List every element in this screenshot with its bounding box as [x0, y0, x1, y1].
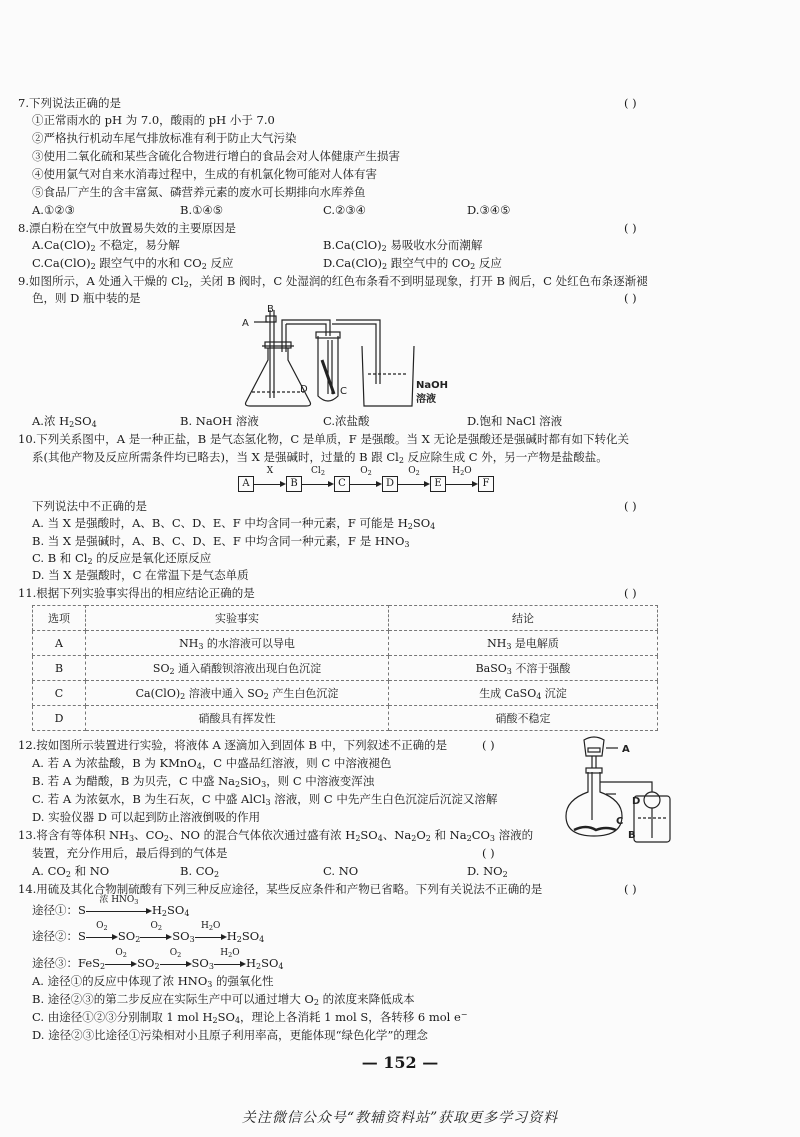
table-row [33, 606, 658, 631]
q14-r1-arrow-sub: 3 [134, 897, 139, 906]
q14-r1-label: 途径①：S [32, 903, 86, 917]
q9-option-d: D.饱和 NaCl 溶液 [467, 414, 563, 428]
q14-r3-arrow3 [214, 947, 246, 971]
q12-b-sub2: 3 [261, 780, 267, 789]
chain-label-x: X [266, 466, 274, 476]
q13-s5: 2 [411, 834, 417, 843]
q7-statement-5: ⑤食品厂产生的含丰富氮、磷营养元素的废水可长期排向水库养鱼 [32, 185, 366, 199]
q8-c-text2: 跟空气中的水和 CO [95, 256, 202, 270]
q14-c-sup: − [460, 1010, 468, 1019]
chain-box-c: C [334, 476, 350, 492]
q12-option-d: D. 实验仪器 D 可以起到防止溶液倒吸的作用 [32, 810, 261, 824]
q12-apparatus-figure [540, 734, 690, 846]
q11-c-fs2: 2 [263, 692, 269, 701]
q8-a-text2: 不稳定，易分解 [95, 238, 180, 252]
q13-s7: 2 [466, 834, 472, 843]
q9-stem-line1 [18, 274, 648, 289]
q8-b-text: B.Ca(ClO) [323, 238, 382, 252]
q11-a-f1: NH [179, 637, 199, 650]
q14-r3-product [246, 956, 284, 971]
q9-fig-label-naoh: NaOH [416, 380, 448, 391]
q14-r1-product [152, 903, 190, 918]
q10-option-a [32, 516, 435, 531]
q14-r2-ps1: 2 [236, 935, 242, 944]
q11-c-c1: 生成 CaSO [479, 687, 537, 700]
q12-stem: 12.按如图所示装置进行实验，将液体 A 逐滴加入到固体 B 中，下列叙述不正确的是 [18, 738, 448, 752]
q14-r2-o3: H [201, 920, 209, 931]
q13-t7: CO [471, 828, 490, 842]
q14-b-sub: 2 [313, 998, 319, 1007]
q13-stem-line2: 装置，充分作用后，最后得到的气体是 [32, 846, 228, 860]
q14-r2-m1s: 2 [135, 935, 141, 944]
q8-answer-paren: ( ) [624, 221, 637, 235]
q12-b-text: B. 若 A 为醋酸，B 为贝壳，C 中盛 Na [32, 774, 236, 788]
q13-t0: 13.将含有等体积 NH [18, 828, 130, 842]
q7-option-a: A.①②③ [32, 203, 75, 217]
q10-option-c [32, 551, 211, 566]
q11-row-a-label: A [33, 631, 86, 656]
q14-r2-ps2: 4 [259, 935, 265, 944]
q14-r2-arrow2-label [140, 919, 172, 934]
q11-row-b-conclusion [389, 656, 658, 681]
q13-option-c: C. NO [323, 864, 359, 878]
q7-option-d: D.③④⑤ [467, 203, 511, 217]
q10-stem-line1: 10.下列关系图中，A 是一种正盐，B 是气态氢化物，C 是单质，F 是强酸。当 X 无论是强酸还是强碱时都有如下转化关 [18, 432, 629, 446]
q14-r1-arrow-text: 浓 HNO [99, 894, 135, 905]
q8-a-text: A.Ca(ClO) [32, 238, 91, 252]
q13-option-b [180, 864, 219, 879]
q8-option-a [32, 238, 180, 253]
q14-r3-o3p: O [232, 947, 240, 958]
q11-a-c2: 是电解质 [511, 637, 559, 650]
q11-a-c1: NH [487, 637, 507, 650]
q11-row-d-label: D [33, 706, 86, 731]
chain-box-d: D [382, 476, 398, 492]
q7-option-c: C.②③④ [323, 203, 366, 217]
q13-t2: 、NO 的混合气体依次通过盛有浓 H [168, 828, 356, 842]
q14-route-2 [32, 920, 265, 944]
q10-relation-chain [238, 466, 494, 494]
q14-r3-o3: H [220, 947, 229, 958]
q9-fig-label-c: C [340, 386, 347, 397]
q14-option-c [32, 1010, 468, 1025]
q14-r2-o1s: 2 [103, 923, 108, 932]
q8-option-b [323, 238, 482, 253]
q9-option-a [32, 414, 97, 429]
q14-a-sub: 3 [207, 980, 213, 989]
table-row [33, 681, 658, 706]
q13-answer-paren: ( ) [482, 846, 495, 860]
q11-table [32, 605, 658, 731]
q11-row-d-fact: 硝酸具有挥发性 [86, 706, 389, 731]
chain-o-text: O [360, 466, 368, 476]
q10-c-text2: 的反应是氧化还原反应 [92, 551, 212, 565]
chain-arrow-x [254, 466, 286, 491]
q11-b-fs: 2 [169, 667, 175, 676]
q9-a-sub: 2 [69, 420, 75, 429]
q9-apparatus-figure [230, 300, 470, 412]
q10-l2-text: 系(其他产物及反应所需条件均已略去)，当 X 是强碱时，过量的 B 跟 Cl [32, 450, 399, 464]
chain-h-post: O [464, 466, 472, 476]
q14-r2-m2s: 3 [189, 935, 195, 944]
q12-option-b [32, 774, 374, 789]
q14-r3-o1s: 2 [122, 950, 127, 959]
q10-a-sub: 2 [407, 522, 413, 531]
q12-c-sub: 3 [265, 798, 271, 807]
q8-d-text: D.Ca(ClO) [323, 256, 382, 270]
chain-box-a: A [238, 476, 254, 492]
q14-r2-o2: O [150, 920, 158, 931]
chain-arrow-o2-1 [350, 466, 382, 491]
table-row [33, 631, 658, 656]
chain-label-o2-1 [350, 466, 382, 476]
q9-a-sub2: 4 [91, 420, 97, 429]
q11-header-conclusion: 结论 [389, 606, 658, 631]
q12-option-a [32, 756, 391, 771]
q8-c-sub2: 2 [201, 262, 207, 271]
q8-c-text: C.Ca(ClO) [32, 256, 91, 270]
q11-row-c-fact [86, 681, 389, 706]
q14-r3-m2: SO [191, 956, 209, 970]
q13-d-text: D. NO [467, 864, 503, 878]
q14-r2-p1: H [226, 929, 237, 943]
chain-box-b: B [286, 476, 302, 492]
q14-option-b [32, 992, 415, 1007]
q14-r3-arrow1 [105, 947, 137, 971]
q10-option-b [32, 534, 409, 549]
q14-r3-arrow2-label [160, 946, 192, 961]
q12-a-text2: ，C 中盛品红溶液，则 C 中溶液褪色 [201, 756, 392, 770]
q14-r3-o2: O [169, 947, 178, 958]
q12-a-text: A. 若 A 为浓盐酸，B 为 KMnO [32, 756, 197, 770]
chain-box-e: E [430, 476, 446, 492]
q8-a-sub: 2 [90, 244, 96, 253]
q13-t5: O [416, 828, 426, 842]
q12-c-text2: 溶液，则 C 中先产生白色沉淀后沉淀又溶解 [270, 792, 498, 806]
q7-answer-paren: ( ) [624, 96, 637, 110]
q12-answer-paren: ( ) [482, 738, 495, 752]
q14-option-a [32, 974, 274, 989]
q11-row-a-conclusion [389, 631, 658, 656]
q13-s4: 4 [377, 834, 383, 843]
q14-r2-arrow3 [195, 920, 227, 944]
q7-statement-4: ④使用氯气对自来水消毒过程中，生成的有机氯化物可能对人体有害 [32, 167, 377, 181]
q11-b-c1: BaSO [475, 662, 507, 675]
q9-stem-line2: 色，则 D 瓶中装的是 [32, 291, 141, 305]
q14-r2-arrow3-label [195, 919, 227, 934]
q11-row-c-label: C [33, 681, 86, 706]
q11-c-cs: 4 [536, 692, 542, 701]
q12-b-sub: 2 [235, 780, 241, 789]
q14-b-text2: 的浓度来降低成本 [318, 992, 415, 1006]
q13-t6: 和 Na [430, 828, 467, 842]
q11-c-fs: 2 [180, 692, 186, 701]
q9-option-c: C.浓盐酸 [323, 414, 370, 428]
q14-r3-p1: H [245, 956, 256, 970]
q13-stem-line1 [18, 828, 533, 843]
q9-l1-text2: ，关闭 B 阀时，C 处湿润的红色布条看不到明显现象，打开 B 阀后，C 处红色布条逐渐褪 [188, 274, 648, 288]
q14-r3-ps2: 4 [278, 962, 284, 971]
q13-s2: 2 [163, 834, 169, 843]
q13-t8: 溶液的 [495, 828, 534, 842]
q10-c-text: C. B 和 Cl [32, 551, 88, 565]
watermark-text: 关注微信公众号“教辅资料站”获取更多学习资料 [241, 1110, 559, 1126]
q8-d-sub: 2 [382, 262, 388, 271]
q14-r1-ps2: 4 [184, 909, 190, 918]
q14-r2-m1: SO [117, 929, 136, 943]
q14-c-sub2: 4 [234, 1016, 241, 1025]
chain-box-f: F [478, 476, 494, 492]
q12-c-text: C. 若 A 为浓氨水，B 为生石灰，C 中盛 AlCl [32, 792, 266, 806]
q14-r1-p1: H [151, 903, 162, 917]
q13-s1: 3 [129, 834, 135, 843]
q11-a-f2: 的水溶液可以导电 [203, 637, 295, 650]
q8-d-text3: 反应 [475, 256, 502, 270]
q11-row-a-fact [86, 631, 389, 656]
q14-r3-mid2 [192, 956, 214, 971]
q10-l2-sub: 2 [398, 456, 404, 465]
chain-arrow-h2o [446, 466, 478, 491]
q14-r3-p2: SO [261, 956, 279, 970]
q8-b-text2: 易吸收水分而潮解 [386, 238, 483, 252]
q11-b-f2: 通入硝酸钡溶液出现白色沉淀 [174, 662, 322, 675]
q14-r3-m1s: 2 [154, 962, 160, 971]
q11-a-fs: 3 [198, 642, 204, 651]
q14-r3-o1: O [115, 947, 123, 958]
q14-r3-o3s: 2 [228, 950, 233, 959]
q14-r2-o2s: 2 [157, 923, 163, 932]
q14-r2-o1: O [96, 920, 104, 931]
q13-b-text: B. CO [180, 864, 214, 878]
q14-r2-o3s: 2 [208, 923, 213, 932]
q10-b-text: B. 当 X 是强碱时，A、B、C、D、E、F 中均含同一种元素，F 是 HNO [32, 534, 405, 548]
q11-row-c-conclusion [389, 681, 658, 706]
q14-b-text: B. 途径②③的第二步反应在实际生产中可以通过增大 O [32, 992, 314, 1006]
q13-d-sub: 2 [502, 870, 508, 879]
q14-r3-ps1: 2 [255, 962, 262, 971]
table-row [33, 656, 658, 681]
q9-option-b: B. NaOH 溶液 [180, 414, 259, 428]
q14-r2-arrow1-label [86, 919, 118, 934]
q14-a-text: A. 途径①的反应中体现了浓 HNO [32, 974, 208, 988]
q13-t3: SO [360, 828, 378, 842]
q9-fig-label-d: D [300, 384, 308, 395]
q13-a-sub: 2 [65, 870, 71, 879]
q10-answer-paren: ( ) [624, 499, 637, 513]
q13-t4: 、Na [382, 828, 412, 842]
q14-r3-mid1 [137, 956, 159, 971]
q14-route-1 [32, 894, 190, 918]
q12-fig-label-c: C [616, 816, 624, 827]
q12-a-sub: 4 [196, 762, 202, 771]
chain-label-o2-2 [398, 466, 430, 476]
q11-row-b-fact [86, 656, 389, 681]
q11-c-c2: 沉淀 [541, 687, 567, 700]
chain-arrow-cl2 [302, 466, 334, 491]
q13-b-sub: 2 [214, 870, 220, 879]
q11-a-cs: 3 [506, 642, 512, 651]
q11-row-d-conclusion: 硝酸不稳定 [389, 706, 658, 731]
q13-a-text2: 和 NO [70, 864, 110, 878]
chain-arrow-o2-2 [398, 466, 430, 491]
chain-o-sub: 2 [367, 469, 372, 477]
q14-r3-arrow1-label [105, 946, 137, 961]
q14-option-d: D. 途径②③比途径①污染相对小且原子利用率高，更能体现“绿色化学”的理念 [32, 1028, 428, 1042]
q10-l2-text2: 反应除生成 C 外，另一产物是盐酸盐。 [403, 450, 608, 464]
q7-stem: 7.下列说法正确的是 [18, 96, 121, 110]
q11-c-f2: 溶液中通入 SO [185, 687, 264, 700]
q13-t1: 、CO [134, 828, 164, 842]
q10-c-sub: 2 [87, 557, 93, 566]
q12-b-text2: SiO [240, 774, 262, 788]
q13-s6: 2 [425, 834, 431, 843]
q13-option-a [32, 864, 109, 879]
q14-r2-m2: SO [172, 929, 190, 943]
q12-fig-label-a: A [622, 744, 630, 755]
q11-c-f1: Ca(ClO) [135, 687, 181, 700]
q12-b-text3: ，则 C 中溶液变浑浊 [266, 774, 375, 788]
q14-a-text2: 的强氧化性 [212, 974, 274, 988]
q9-l1-sub: 2 [183, 280, 189, 289]
q14-c-text: C. 由途径①②③分别制取 1 mol H [32, 1010, 213, 1024]
q14-r2-mid1 [118, 929, 140, 944]
q13-a-text: A. CO [32, 864, 66, 878]
q11-header-option: 选项 [33, 606, 86, 631]
q8-d-sub2: 2 [470, 262, 476, 271]
chain-o2-sub: 2 [415, 469, 420, 477]
q13-option-d [467, 864, 508, 879]
chain-h-sub: 2 [460, 469, 465, 477]
q7-option-b: B.①④⑤ [180, 203, 224, 217]
q9-a-text2: SO [74, 414, 92, 428]
q14-c-text2: SO [217, 1010, 235, 1024]
q10-stem-line2 [32, 450, 608, 465]
q11-answer-paren: ( ) [624, 586, 637, 600]
q14-r1-ps1: 2 [161, 909, 168, 918]
q11-stem: 11.根据下列实验事实得出的相应结论正确的是 [18, 586, 255, 600]
q12-fig-label-b: B [628, 830, 636, 841]
q14-r1-p2: SO [167, 903, 185, 917]
q11-b-f1: SO [152, 662, 170, 675]
q8-c-text3: 反应 [206, 256, 234, 270]
q9-fig-label-solution: 溶液 [416, 394, 436, 405]
q14-route-3 [32, 947, 284, 971]
q14-c-text3: ，理论上各消耗 1 mol S，各转移 6 mol e [240, 1010, 461, 1024]
q14-r3-label [32, 956, 105, 971]
q10-b-sub: 3 [404, 540, 410, 549]
chain-cl-sub: 2 [320, 469, 325, 477]
q9-a-text: A.浓 H [32, 414, 70, 428]
chain-cl-text: Cl [311, 466, 321, 476]
q10-stem2: 下列说法中不正确的是 [32, 499, 147, 513]
q14-stem: 14.用硫及其化合物制硫酸有下列三种反应途径，某些反应条件和产物已省略。下列有关说法不正确的是 [18, 882, 543, 896]
q14-r2-product [227, 929, 265, 944]
q13-s3: 2 [355, 834, 361, 843]
q10-option-d: D. 当 X 是强酸时，C 在常温下是气态单质 [32, 568, 249, 582]
table-row [33, 706, 658, 731]
q14-r3-arrow2 [160, 947, 192, 971]
q8-stem: 8.漂白粉在空气中放置易失效的主要原因是 [18, 221, 236, 235]
q11-row-b-label: B [33, 656, 86, 681]
q14-r2-o3p: O [213, 920, 221, 931]
q13-s8: 3 [489, 834, 496, 843]
q11-header-fact: 实验事实 [86, 606, 389, 631]
q14-r2-mid2 [172, 929, 194, 944]
q10-a-sub2: 4 [430, 522, 436, 531]
q14-r3-m2s: 3 [208, 962, 214, 971]
q8-d-text2: 跟空气中的 CO [387, 256, 471, 270]
q14-r2-p2: SO [241, 929, 260, 943]
q11-c-f3: 产生白色沉淀 [268, 687, 339, 700]
chain-label-cl2 [302, 466, 334, 476]
q14-r3-m1: SO [137, 956, 155, 970]
q14-r3-l: 途径③：FeS [32, 956, 101, 970]
q14-r2-arrow2 [140, 920, 172, 944]
q14-r1-arrow-label [86, 893, 152, 908]
q14-r3-ls: 2 [100, 962, 106, 971]
q8-c-sub: 2 [90, 262, 96, 271]
q11-b-cs: 3 [506, 667, 512, 676]
q8-b-sub: 2 [381, 244, 387, 253]
q9-l1-text: 9.如图所示，A 处通入干燥的 Cl [18, 274, 184, 288]
q8-option-d [323, 256, 502, 271]
q10-a-text: A. 当 X 是强酸时，A、B、C、D、E、F 中均含同一种元素，F 可能是 H [32, 516, 408, 530]
q14-r1-arrow [86, 894, 152, 918]
q8-option-c [32, 256, 233, 271]
q14-r2-arrow1 [86, 920, 118, 944]
q7-statement-2: ②严格执行机动车尾气排放标准有利于防止大气污染 [32, 131, 297, 145]
q14-r3-o2s: 2 [177, 950, 182, 959]
q9-answer-paren: ( ) [624, 291, 637, 305]
q9-fig-label-b: B [267, 304, 274, 315]
chain-o2-text: O [408, 466, 416, 476]
q14-r2-label: 途径②：S [32, 929, 86, 943]
chain-label-h2o [446, 466, 478, 476]
chain-h-text: H [452, 466, 461, 476]
q14-r3-arrow3-label [214, 946, 246, 961]
q7-statement-1: ①正常雨水的 pH 为 7.0，酸雨的 pH 小于 7.0 [32, 113, 275, 127]
q14-c-sub: 2 [212, 1016, 218, 1025]
q9-fig-label-a: A [242, 318, 249, 329]
q14-answer-paren: ( ) [624, 882, 637, 896]
q12-fig-label-d: D [632, 796, 641, 807]
q7-statement-3: ③使用二氧化硫和某些含硫化合物进行增白的食品会对人体健康产生损害 [32, 149, 400, 163]
q11-b-c2: 不溶于强酸 [511, 662, 571, 675]
page-number: — 152 — [361, 1053, 439, 1072]
q10-a-text2: SO [412, 516, 431, 530]
q12-option-c [32, 792, 497, 807]
